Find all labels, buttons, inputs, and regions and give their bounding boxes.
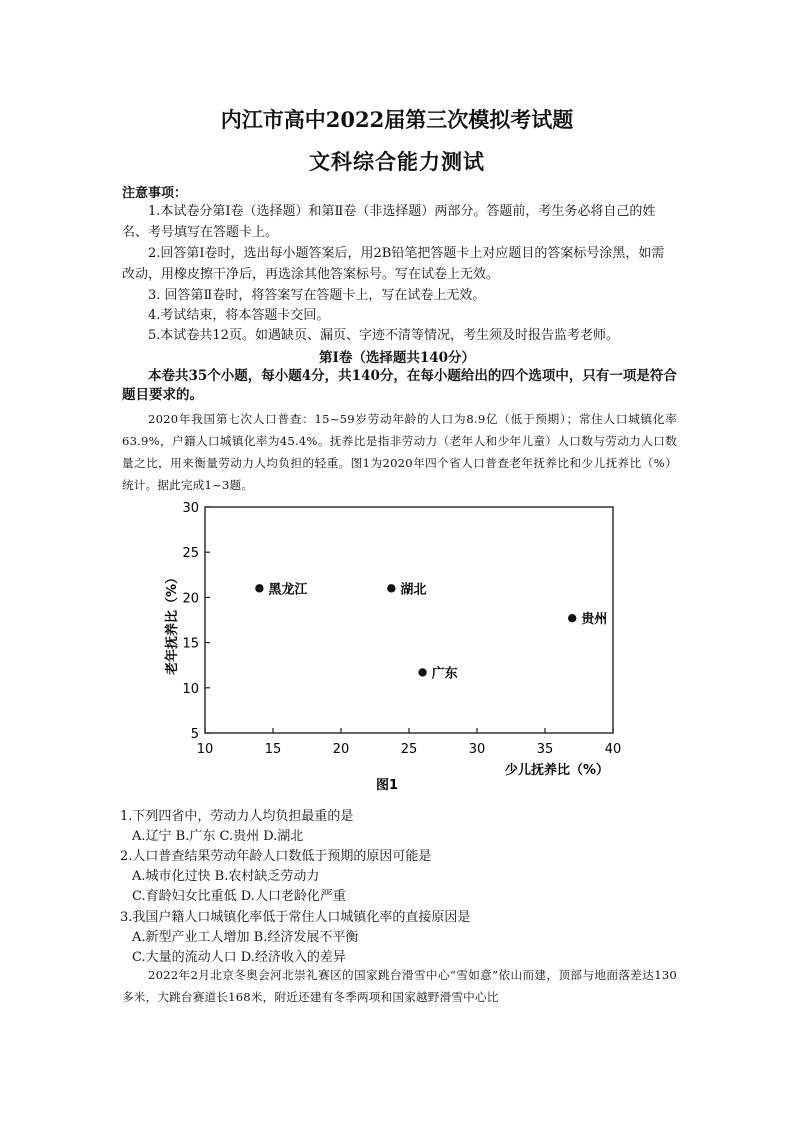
note-item: 5.本试卷共12页。如遇缺页、漏页、字迹不清等情况，考生须及时报告监考老师。 — [148, 328, 619, 343]
notes-heading: 注意事项： — [122, 186, 188, 201]
material-paragraph-1: 2020年我国第七次人口普查：15~59岁劳动年龄的人口为8.9亿（低于预期）；常住人口城镇化率63.9%，户籍人口城镇化率为45.4%。抚养比是指非劳动力（老年人和少年儿童）人口数与劳动力人口数量之比，用来衡量劳动力人均负担的轻重。图1为2020年四个省人口普查老年抚养比和少儿抚养比（%）统计。据此完成1~3题。 — [122, 412, 677, 492]
y-axis-label: 老年抚养比（%） — [165, 570, 180, 676]
question-options: C.育龄妇女比重低 D.人口老龄化严重 — [132, 889, 346, 904]
exam-title: 内江市高中2022届第三次模拟考试题 — [220, 107, 574, 132]
question-options: A.辽宁 B.广东 C.贵州 D.湖北 — [132, 829, 304, 844]
y-tick-label: 10 — [182, 681, 199, 697]
question-stem: 2.人口普查结果劳动年龄人口数低于预期的原因可能是 — [120, 849, 432, 864]
y-tick-label: 5 — [190, 727, 199, 742]
data-point-label: 黑龙江 — [268, 582, 308, 598]
y-tick-label: 20 — [182, 591, 199, 607]
data-point — [255, 584, 263, 592]
material-paragraph-2: 2022年2月北京冬奥会河北崇礼赛区的国家跳台滑雪中心“雪如意”依山而建，顶部与地面落差达130多米，大跳台赛道长168米，附近还建有冬季两项和国家越野滑雪中心比 — [122, 968, 677, 1004]
data-point-label: 广东 — [431, 666, 458, 682]
question-options: A.城市化过快 B.农村缺乏劳动力 — [132, 869, 320, 884]
section-heading: 第Ⅰ卷（选择题共140分） — [319, 350, 475, 366]
y-tick-label: 30 — [182, 501, 199, 516]
data-point — [387, 584, 395, 592]
data-point — [568, 614, 576, 622]
question-1 — [120, 807, 353, 847]
question-options: A.新型产业工人增加 B.经济发展不平衡 — [132, 930, 359, 945]
question-options: C.大量的流动人口 D.经济收入的差异 — [132, 950, 346, 965]
x-tick-label: 15 — [264, 742, 282, 757]
question-3 — [120, 908, 470, 968]
x-tick-label: 40 — [604, 742, 622, 757]
note-item: 4.考试结束，将本答题卡交回。 — [148, 308, 330, 323]
note-item: 1.本试卷分第Ⅰ卷（选择题）和第Ⅱ卷（非选择题）两部分。答题前，考生务必将自己的姓名、考号填写在答题卡上。 — [122, 204, 656, 240]
x-tick-label: 35 — [536, 742, 554, 757]
x-tick-label: 25 — [400, 742, 418, 757]
section-intro: 本卷共35个小题，每小题4分，共140分，在每小题给出的四个选项中，只有一项是符合题目要求的。 — [122, 368, 677, 403]
y-tick-label: 15 — [182, 636, 199, 652]
question-2 — [120, 847, 431, 907]
figure-caption: 图1 — [375, 778, 399, 793]
plot-frame — [205, 507, 613, 733]
x-tick-label: 30 — [468, 742, 486, 757]
y-tick-label: 25 — [182, 546, 199, 562]
data-point-label: 贵州 — [581, 612, 608, 628]
note-item: 2.回答第Ⅰ卷时，选出每小题答案后，用2B铅笔把答题卡上对应题目的答案标号涂黑，如需改动，用橡皮擦干净后，再选涂其他答案标号。写在试卷上无效。 — [122, 246, 665, 282]
question-stem: 3.我国户籍人口城镇化率低于常住人口城镇化率的直接原因是 — [120, 910, 471, 925]
x-axis-label: 少儿抚养比（%） — [505, 763, 610, 778]
question-stem: 1.下列四省中，劳动力人均负担最重的是 — [120, 809, 354, 824]
data-point — [418, 668, 426, 676]
data-point-label: 湖北 — [400, 582, 427, 598]
exam-subtitle: 文科综合能力测试 — [309, 149, 485, 174]
note-item: 3. 回答第Ⅱ卷时，将答案写在答题卡上，写在试卷上无效。 — [148, 288, 486, 303]
scatter-chart — [0, 495, 794, 805]
x-tick-label: 10 — [196, 742, 214, 757]
x-tick-label: 20 — [332, 742, 350, 757]
